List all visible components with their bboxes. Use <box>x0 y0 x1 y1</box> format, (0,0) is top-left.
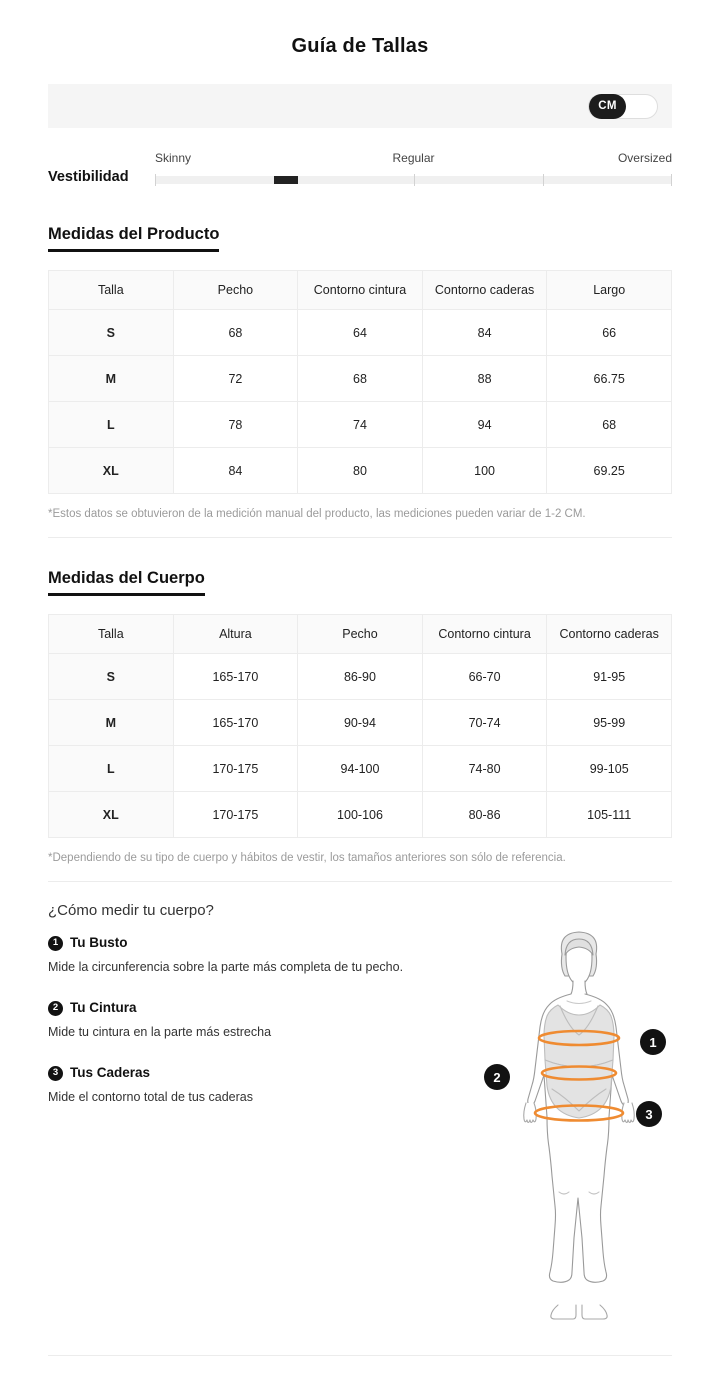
cell-value: 100-106 <box>298 792 423 838</box>
howto-head <box>48 1000 448 1016</box>
howto-item-title: Tu Cintura <box>70 1000 137 1015</box>
column-header: Altura <box>173 615 298 654</box>
female-body-measurement-diagram <box>474 921 684 1341</box>
table-row <box>49 654 672 700</box>
cell-value: 68 <box>547 402 672 448</box>
fit-tick <box>671 174 672 186</box>
howto-title: ¿Cómo medir tu cuerpo? <box>48 902 214 919</box>
fit-tick <box>414 174 415 186</box>
column-header: Contorno caderas <box>547 615 672 654</box>
figure-marker-1-icon: 1 <box>640 1029 666 1055</box>
cell-value: 170-175 <box>173 792 298 838</box>
section-divider <box>48 881 672 882</box>
howto-item-description: Mide la circunferencia sobre la parte más completa de tu pecho. <box>48 960 404 974</box>
cell-value: 99-105 <box>547 746 672 792</box>
body-figure-svg <box>474 921 684 1341</box>
cell-value: 66.75 <box>547 356 672 402</box>
howto-item-description: Mide el contorno total de tus caderas <box>48 1090 253 1104</box>
fit-legend <box>155 150 672 170</box>
cell-value: 170-175 <box>173 746 298 792</box>
cell-size: XL <box>49 448 174 494</box>
howto-item-title: Tu Busto <box>70 935 128 950</box>
column-header: Pecho <box>298 615 423 654</box>
cell-value: 72 <box>173 356 298 402</box>
figure-marker-3-icon: 3 <box>636 1101 662 1127</box>
cell-value: 68 <box>173 310 298 356</box>
cell-value: 88 <box>422 356 547 402</box>
cell-value: 78 <box>173 402 298 448</box>
column-header: Contorno cintura <box>422 615 547 654</box>
cell-value: 90-94 <box>298 700 423 746</box>
cell-value: 165-170 <box>173 654 298 700</box>
body-section <box>0 538 720 596</box>
fit-tick <box>543 174 544 186</box>
cell-value: 84 <box>173 448 298 494</box>
cell-value: 95-99 <box>547 700 672 746</box>
cell-value: 86-90 <box>298 654 423 700</box>
fit-option-oversized: Oversized <box>617 151 672 165</box>
table-header-row <box>49 615 672 654</box>
unit-toggle[interactable] <box>588 94 658 119</box>
howto-item-title: Tus Caderas <box>70 1065 151 1080</box>
cell-value: 94 <box>422 402 547 448</box>
cell-size: M <box>49 356 174 402</box>
product-measurements-table <box>48 270 672 494</box>
table-row <box>49 356 672 402</box>
cell-size: M <box>49 700 174 746</box>
cell-size: S <box>49 310 174 356</box>
number-badge-3-icon: 3 <box>48 1066 63 1081</box>
table-row <box>49 700 672 746</box>
fit-option-regular: Regular <box>392 151 435 165</box>
fit-row <box>48 146 672 194</box>
fit-label: Vestibilidad <box>48 169 129 185</box>
unit-toggle-active-label[interactable]: CM <box>589 94 626 119</box>
howto-item-bust <box>48 935 448 976</box>
cell-value: 68 <box>298 356 423 402</box>
fit-tick <box>155 174 156 186</box>
number-badge-2-icon: 2 <box>48 1001 63 1016</box>
table-row <box>49 746 672 792</box>
cell-value: 74-80 <box>422 746 547 792</box>
fit-marker[interactable] <box>274 176 298 184</box>
cell-value: 64 <box>298 310 423 356</box>
column-header: Contorno cintura <box>298 271 423 310</box>
howto-item-waist <box>48 1000 448 1041</box>
howto-list <box>48 935 448 1106</box>
cell-size: L <box>49 402 174 448</box>
unit-toggle-bar <box>48 84 672 128</box>
cell-value: 80-86 <box>422 792 547 838</box>
cell-size: XL <box>49 792 174 838</box>
product-section <box>0 194 720 252</box>
cell-value: 91-95 <box>547 654 672 700</box>
cell-size: L <box>49 746 174 792</box>
cell-value: 70-74 <box>422 700 547 746</box>
body-section-heading: Medidas del Cuerpo <box>48 568 205 596</box>
table-header-row <box>49 271 672 310</box>
table-row <box>49 448 672 494</box>
column-header: Talla <box>49 271 174 310</box>
product-footnote: *Estos datos se obtuvieron de la medición manual del producto, las mediciones pueden variar de 1-2 CM. <box>48 508 586 520</box>
column-header: Pecho <box>173 271 298 310</box>
howto-item-hips <box>48 1065 448 1106</box>
howto-item-description: Mide tu cintura en la parte más estrecha <box>48 1025 272 1039</box>
howto-head <box>48 935 448 951</box>
cell-value: 105-111 <box>547 792 672 838</box>
number-badge-1-icon: 1 <box>48 936 63 951</box>
figure-marker-2-icon: 2 <box>484 1064 510 1090</box>
cell-value: 94-100 <box>298 746 423 792</box>
column-header: Contorno caderas <box>422 271 547 310</box>
cell-value: 66-70 <box>422 654 547 700</box>
cell-size: S <box>49 654 174 700</box>
fit-option-skinny: Skinny <box>155 151 192 165</box>
cell-value: 80 <box>298 448 423 494</box>
cell-value: 66 <box>547 310 672 356</box>
table-row <box>49 310 672 356</box>
page-title: Guía de Tallas <box>291 35 429 57</box>
howto-area <box>48 935 672 1355</box>
howto-head <box>48 1065 448 1081</box>
cell-value: 74 <box>298 402 423 448</box>
fit-slider[interactable] <box>155 150 672 194</box>
bottom-divider <box>48 1355 672 1356</box>
column-header: Talla <box>49 615 174 654</box>
cell-value: 84 <box>422 310 547 356</box>
table-row <box>49 792 672 838</box>
product-section-heading: Medidas del Producto <box>48 224 219 252</box>
column-header: Largo <box>547 271 672 310</box>
cell-value: 69.25 <box>547 448 672 494</box>
body-footnote: *Dependiendo de su tipo de cuerpo y hábitos de vestir, los tamaños anteriores son sólo de referencia. <box>48 852 566 864</box>
cell-value: 165-170 <box>173 700 298 746</box>
body-measurements-table <box>48 614 672 838</box>
table-row <box>49 402 672 448</box>
cell-value: 100 <box>422 448 547 494</box>
